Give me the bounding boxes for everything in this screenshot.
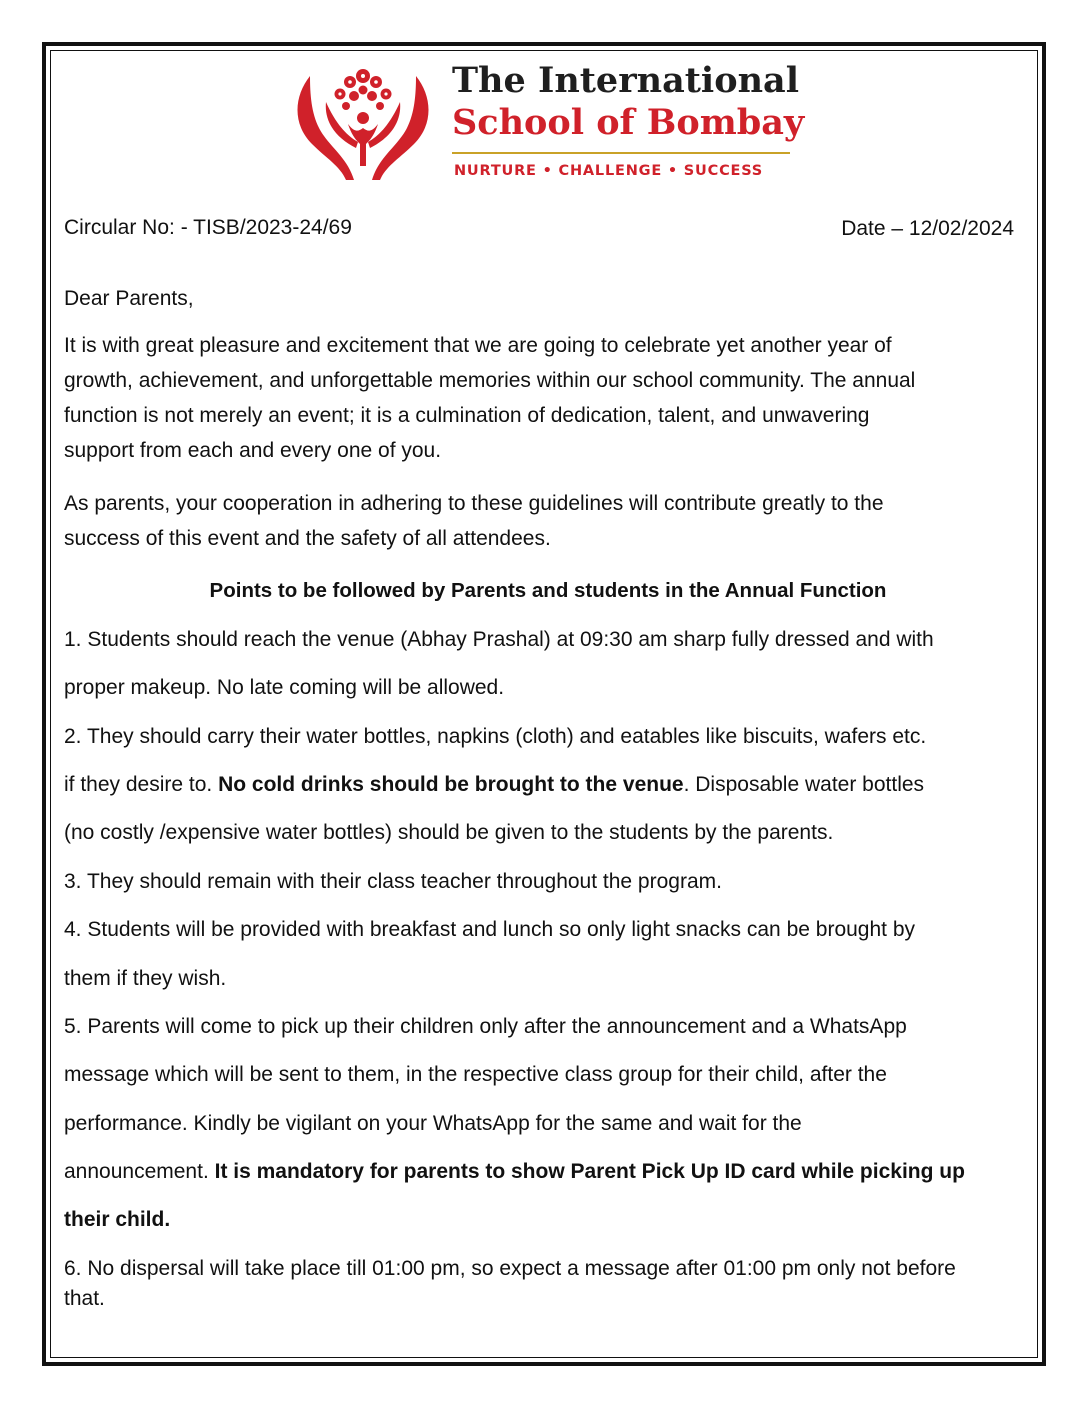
point-6-line-2: that. [64, 1287, 105, 1310]
point-2-line-3: (no costly /expensive water bottles) should be given to the students by the parents. [64, 821, 834, 844]
point-2-line-1: 2. They should carry their water bottles, napkins (cloth) and eatables like biscuits, wafers etc. [64, 725, 927, 748]
school-tagline: NURTURE • CHALLENGE • SUCCESS [454, 163, 764, 179]
point-3-line-1: 3. They should remain with their class teacher throughout the program. [64, 870, 722, 893]
point-5-line-1: 5. Parents will come to pick up their children only after the announcement and a WhatsApp [64, 1015, 907, 1038]
intro-paragraph [64, 328, 1024, 468]
point-1-line-2: proper makeup. No late coming will be allowed. [64, 676, 505, 699]
point-2-line-2 [64, 774, 924, 795]
circular-number: Circular No: - TISB/2023-24/69 [64, 216, 352, 239]
hands-tree-emblem-icon [290, 62, 436, 180]
points-heading: Points to be followed by Parents and students in the Annual Function [209, 579, 887, 602]
point-2-text-after: . Disposable water bottles [683, 773, 925, 796]
intro-line: growth, achievement, and unforgettable memories within our school community. The annual [64, 369, 916, 392]
point-6-line-1: 6. No dispersal will take place till 01:00 pm, so expect a message after 01:00 pm only not before [64, 1257, 956, 1280]
logo-divider [452, 152, 790, 154]
point-5-bold-text: It is mandatory for parents to show Parent Pick Up ID card while picking up [214, 1160, 965, 1183]
point-1-line-1: 1. Students should reach the venue (Abhay Prashal) at 09:30 am sharp fully dressed and with [64, 628, 934, 651]
cooperation-paragraph [64, 486, 1024, 556]
point-5-line-4 [64, 1161, 965, 1182]
salutation: Dear Parents, [64, 287, 194, 310]
point-2-text: if they desire to. [64, 773, 219, 796]
school-name-line1: The International [452, 60, 799, 101]
point-5-text: announcement. [64, 1160, 215, 1183]
point-5-bold-end: their child. [64, 1208, 171, 1231]
point-4-line-1: 4. Students will be provided with breakfast and lunch so only light snacks can be brought by [64, 918, 916, 941]
circular-date: Date – 12/02/2024 [841, 217, 1014, 240]
school-logo [290, 58, 805, 188]
point-5-line-3: performance. Kindly be vigilant on your WhatsApp for the same and wait for the [64, 1112, 802, 1135]
cooperation-line: success of this event and the safety of all attendees. [64, 527, 551, 550]
point-5-line-2: message which will be sent to them, in the respective class group for their child, after the [64, 1063, 887, 1086]
intro-line: function is not merely an event; it is a culmination of dedication, talent, and unwavering [64, 404, 870, 427]
point-4-line-2: them if they wish. [64, 967, 227, 990]
intro-line: It is with great pleasure and excitement that we are going to celebrate yet another year of [64, 334, 892, 357]
school-name-line2: School of Bombay [452, 102, 805, 143]
intro-line: support from each and every one of you. [64, 439, 442, 462]
cooperation-line: As parents, your cooperation in adhering to these guidelines will contribute greatly to the [64, 492, 884, 515]
point-2-bold-text: No cold drinks should be brought to the venue [218, 773, 684, 796]
point-5-line-5 [64, 1209, 170, 1230]
